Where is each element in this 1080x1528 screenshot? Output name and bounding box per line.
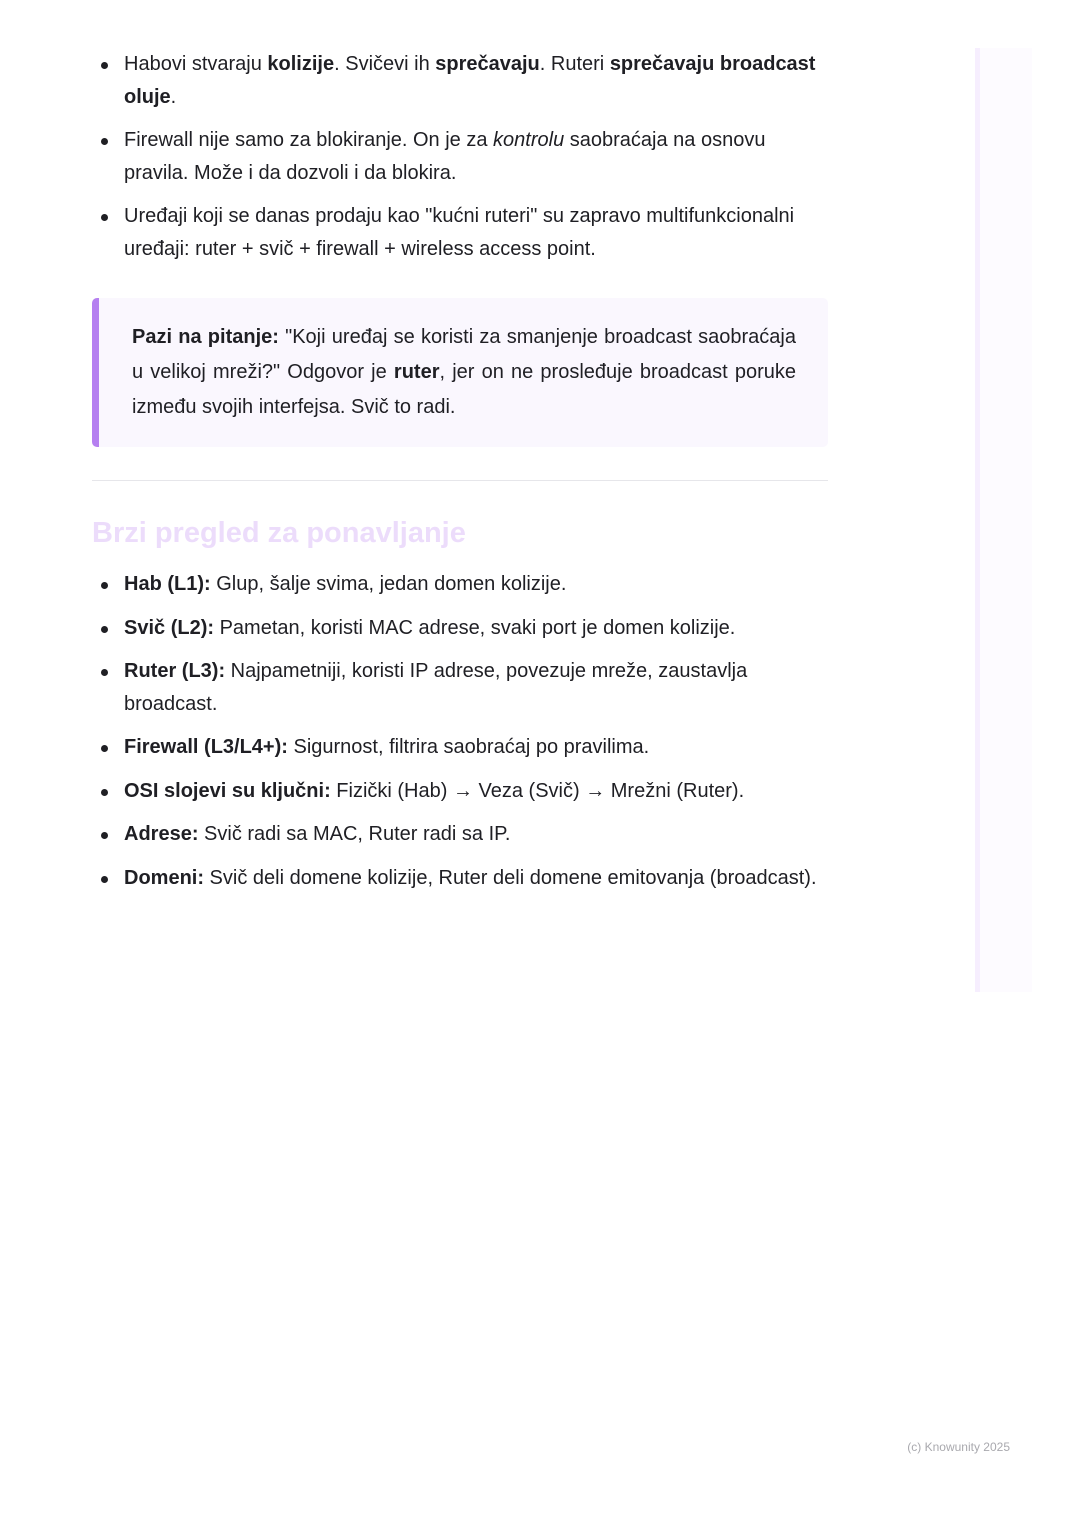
copyright-footer: (c) Knowunity 2025 [907,1440,1010,1454]
bold-text: sprečavaju broadcast oluje [124,53,816,108]
list-item [92,818,828,851]
document-body [92,48,828,905]
italic-text: kontrolu [493,129,565,151]
list-item [92,568,828,601]
text-run: Glup, šalje svima, jedan domen kolizije. [210,573,567,595]
bold-text: sprečavaju [435,53,540,75]
exam-tip-callout [92,298,828,447]
text-run: Firewall nije samo za blokiranje. On je za [124,129,494,151]
bold-text: Adrese: [124,823,199,845]
list-item [92,655,828,720]
text-run: Svič radi sa MAC, Ruter radi sa IP. [198,823,511,845]
section-divider [92,480,828,481]
text-run: . Svičevi ih [334,53,436,75]
text-run: . [170,85,177,108]
side-panel [975,48,1032,992]
list-item [92,731,828,764]
text-run: Najpametniji, koristi IP adrese, povezuje mreže, zaustavlja broadcast. [124,660,748,715]
list-item [92,862,828,895]
text-run: . Ruteri [539,53,610,75]
text-run: saobraćaja na osnovu pravila. Može i da dozvoli i da blokira. [124,129,766,184]
review-bullet-list [92,568,828,894]
text-run: , jer on ne prosleđuje broadcast poruke između svojih interfejsa. Svič to radi. [132,361,796,418]
bold-text: Pazi na pitanje: [132,326,279,348]
text-run: Habovi stvaraju [124,53,268,75]
bold-text: OSI slojevi su ključni: [124,779,331,802]
text-run: Svič deli domene kolizije, Ruter deli domene emitovanja (broadcast). [204,866,817,889]
bold-text: ruter [393,361,440,383]
bold-text: Domeni: [124,866,204,889]
text-run: "Koji uređaj se koristi za smanjenje broadcast saobraćaja u velikoj mreži?" Odgovor je [132,326,796,383]
bold-text: Firewall (L3/L4+): [124,736,288,758]
top-bullet-list [92,48,828,265]
bold-text: Hab (L1): [124,573,211,595]
text-run: Sigurnost, filtrira saobraćaj po pravilima. [287,736,650,758]
list-item [92,200,828,265]
text-run: Pametan, koristi MAC adrese, svaki port je domen kolizije. [214,616,736,639]
text-run: Uređaji koji se danas prodaju kao "kućni ruteri" su zapravo multifunkcionalni uređaji: ruter + svič + firewall + wireless access point. [124,205,795,260]
bold-text: Svič (L2): [124,616,215,639]
list-item [92,48,828,113]
section-heading: Brzi pregled za ponavljanje [92,517,466,549]
bold-text: Ruter (L3): [124,660,226,682]
bold-text: kolizije [267,53,335,75]
text-run: Fizički (Hab) → Veza (Svič) → Mrežni (Ruter). [330,779,745,802]
list-item [92,775,828,808]
list-item [92,612,828,645]
list-item [92,124,828,189]
